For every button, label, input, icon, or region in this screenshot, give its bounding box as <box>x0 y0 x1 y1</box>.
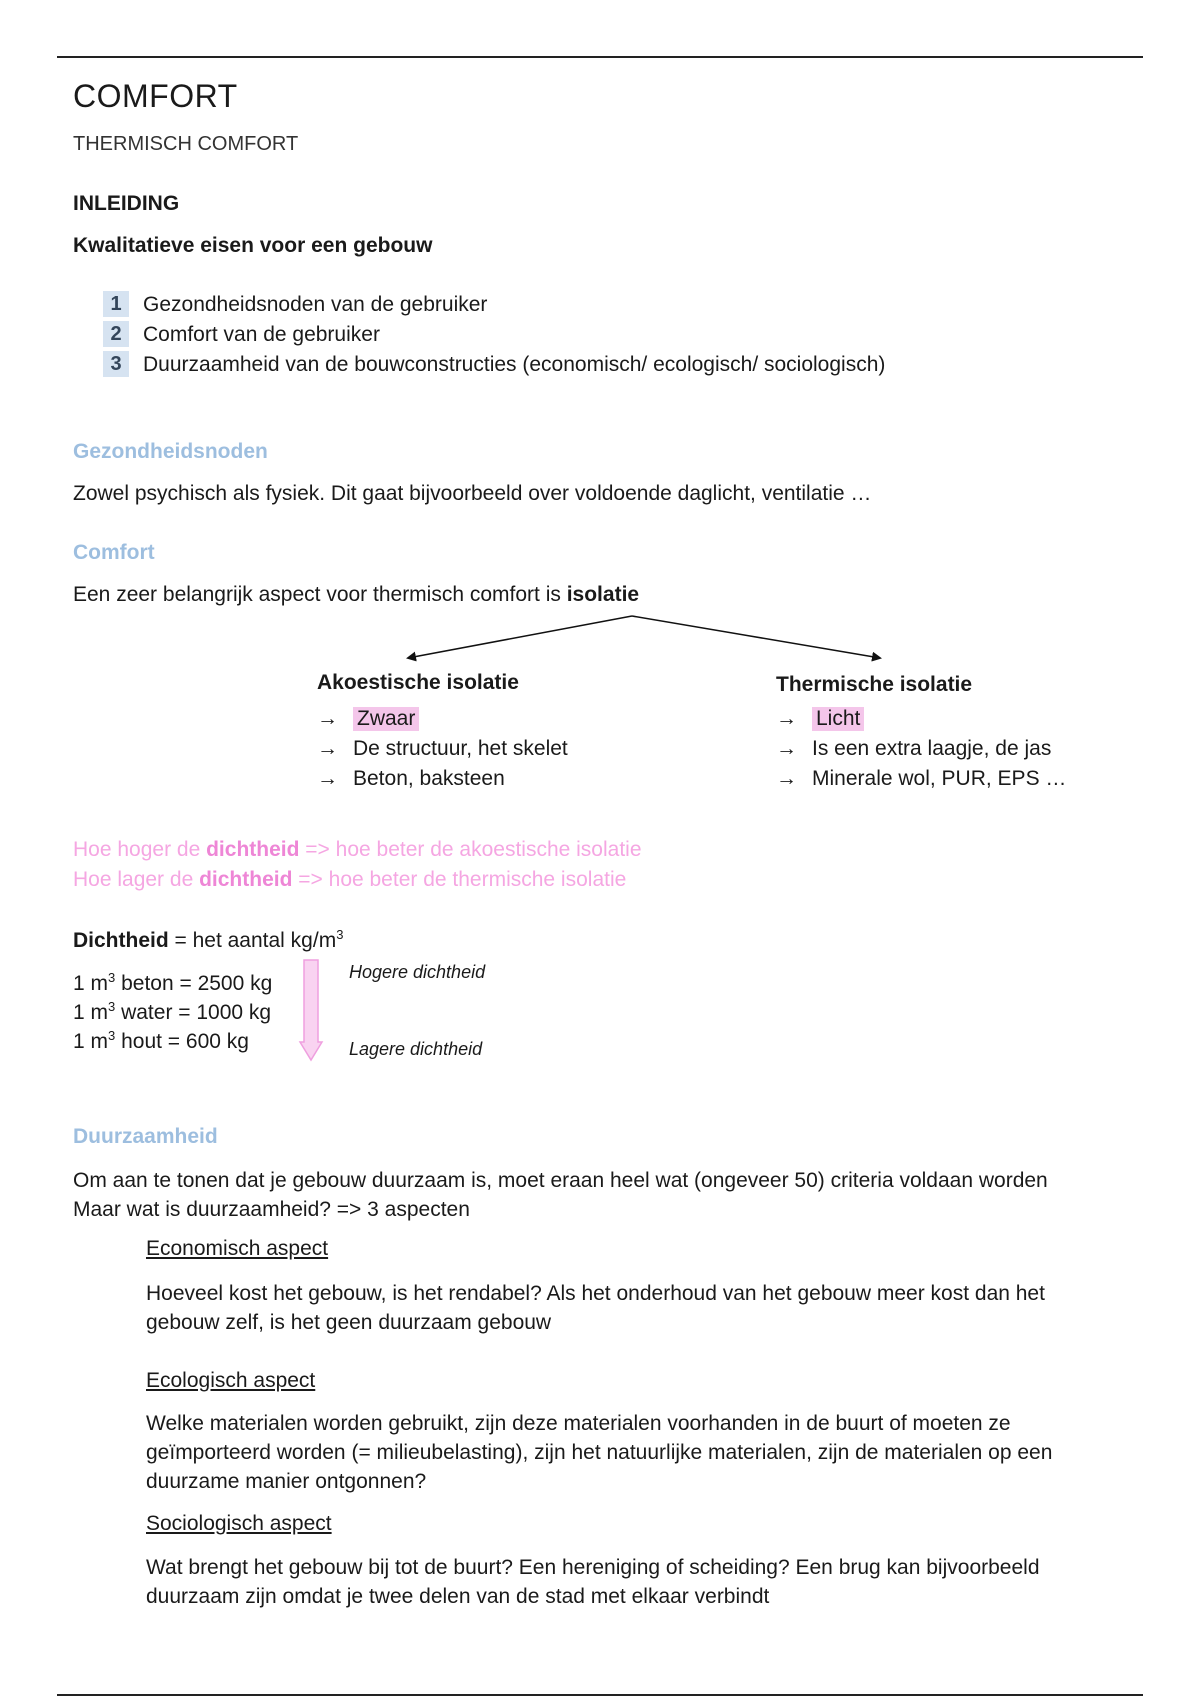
list-text: Duurzaamheid van de bouwconstructies (economisch/ ecologisch/ sociologisch) <box>143 352 886 376</box>
row-pre: 1 m <box>73 972 109 995</box>
density-down-arrow-icon <box>298 958 324 1062</box>
list-item <box>776 734 1066 764</box>
density-statement <box>73 835 642 865</box>
lower-density-label: Lagere dichtheid <box>349 1039 483 1059</box>
acoustic-item: De structuur, het skelet <box>353 737 568 760</box>
statement-bold: dichtheid <box>199 868 293 891</box>
page-subtitle: THERMISCH COMFORT <box>73 133 299 155</box>
aspect-line: Hoeveel kost het gebouw, is het rendabel? Als het onderhoud van het gebouw meer kost dan het <box>146 1282 1045 1305</box>
statement-bold: dichtheid <box>206 838 300 861</box>
sustainability-heading: Duurzaamheid <box>73 1125 218 1148</box>
list-number: 2 <box>103 321 129 347</box>
acoustic-title: Akoestische isolatie <box>317 671 519 694</box>
ecological-aspect-title: Ecologisch aspect <box>146 1369 316 1392</box>
list-number: 1 <box>103 291 129 317</box>
arrow-right-icon: → <box>317 707 338 730</box>
density-statement <box>73 865 642 895</box>
statement-post: => hoe beter de thermische isolatie <box>292 868 627 891</box>
density-label: Dichtheid <box>73 929 169 952</box>
row-pre: 1 m <box>73 1001 109 1024</box>
statement-post: => hoe beter de akoestische isolatie <box>299 838 642 861</box>
list-item <box>317 734 568 764</box>
list-item <box>776 764 1066 794</box>
intro-subheading: Kwalitatieve eisen voor een gebouw <box>73 234 433 257</box>
arrow-right-icon: → <box>776 707 797 730</box>
list-item <box>776 704 1066 734</box>
density-unit-text: = het aantal kg/m <box>168 929 337 952</box>
thermal-item: Minerale wol, PUR, EPS … <box>812 767 1067 790</box>
row-post: beton = 2500 kg <box>115 972 273 995</box>
thermal-item: Is een extra laagje, de jas <box>812 737 1052 760</box>
arrow-right-icon: → <box>776 767 797 790</box>
density-row <box>73 1021 272 1053</box>
sustainability-intro <box>73 1166 1048 1224</box>
acoustic-column <box>317 668 568 794</box>
arrow-right <box>632 616 880 658</box>
list-item <box>317 764 568 794</box>
aspect-line: Wat brengt het gebouw bij tot de buurt? Een hereniging of scheiding? Een brug kan bijvoorbeeld <box>146 1556 1040 1579</box>
arrow-right-icon: → <box>776 737 797 760</box>
health-heading: Gezondheidsnoden <box>73 440 268 463</box>
thermal-title: Thermische isolatie <box>776 673 973 696</box>
sociological-aspect-text <box>146 1553 1040 1611</box>
economic-aspect-title: Economisch aspect <box>146 1237 329 1260</box>
acoustic-item: Beton, baksteen <box>353 767 505 790</box>
row-sup: 3 <box>108 999 116 1014</box>
density-definition <box>73 920 343 955</box>
comfort-text-bold: isolatie <box>566 583 640 606</box>
statement-pre: Hoe hoger de <box>73 838 207 861</box>
sustainability-line: Om aan te tonen dat je gebouw duurzaam is, moet eraan heel wat (ongeveer 50) criteria voldaan worden <box>73 1169 1048 1192</box>
list-number: 3 <box>103 351 129 377</box>
thermal-column <box>776 670 1066 794</box>
density-row <box>73 963 273 995</box>
arrow-left <box>408 616 632 658</box>
list-text: Comfort van de gebruiker <box>143 322 380 346</box>
higher-density-label: Hogere dichtheid <box>349 962 486 982</box>
arrow-right-icon: → <box>317 767 338 790</box>
row-post: water = 1000 kg <box>115 1001 272 1024</box>
page-title: COMFORT <box>73 78 238 114</box>
intro-heading: INLEIDING <box>73 192 180 215</box>
health-text: Zowel psychisch als fysiek. Dit gaat bijvoorbeeld over voldoende daglicht, ventilatie … <box>73 482 872 505</box>
aspect-line: duurzame manier ontgonnen? <box>146 1470 427 1493</box>
economic-aspect-text <box>146 1279 1045 1337</box>
aspect-line: Welke materialen worden gebruikt, zijn deze materialen voorhanden in de buurt of moeten ze <box>146 1412 1011 1435</box>
comfort-heading: Comfort <box>73 541 155 564</box>
thermal-item-highlight: Licht <box>812 707 864 731</box>
density-unit-sup: 3 <box>336 927 344 942</box>
density-statements <box>73 835 642 895</box>
sustainability-line: Maar wat is duurzaamheid? => 3 aspecten <box>73 1198 470 1221</box>
row-post: hout = 600 kg <box>115 1030 249 1053</box>
acoustic-item-highlight: Zwaar <box>353 707 419 731</box>
density-row <box>73 992 272 1024</box>
aspect-line: duurzaam zijn omdat je twee delen van de stad met elkaar verbindt <box>146 1585 770 1608</box>
aspect-line: gebouw zelf, is het geen duurzaam gebouw <box>146 1311 552 1334</box>
ecological-aspect-text <box>146 1409 1052 1496</box>
comfort-text-prefix: Een zeer belangrijk aspect voor thermisch comfort is <box>73 583 567 606</box>
list-item <box>317 704 568 734</box>
statement-pre: Hoe lager de <box>73 868 200 891</box>
bottom-rule <box>57 1694 1143 1696</box>
row-sup: 3 <box>108 1028 116 1043</box>
row-sup: 3 <box>108 970 116 985</box>
sociological-aspect-title: Sociologisch aspect <box>146 1512 332 1535</box>
density-examples <box>73 963 273 1053</box>
row-pre: 1 m <box>73 1030 109 1053</box>
branch-arrows-diagram <box>0 0 1200 700</box>
aspect-line: geïmporteerd worden (= milieubelasting), zijn het natuurlijke materialen, zijn de materialen op een <box>146 1441 1053 1464</box>
arrow-right-icon: → <box>317 737 338 760</box>
list-text: Gezondheidsnoden van de gebruiker <box>143 292 488 316</box>
